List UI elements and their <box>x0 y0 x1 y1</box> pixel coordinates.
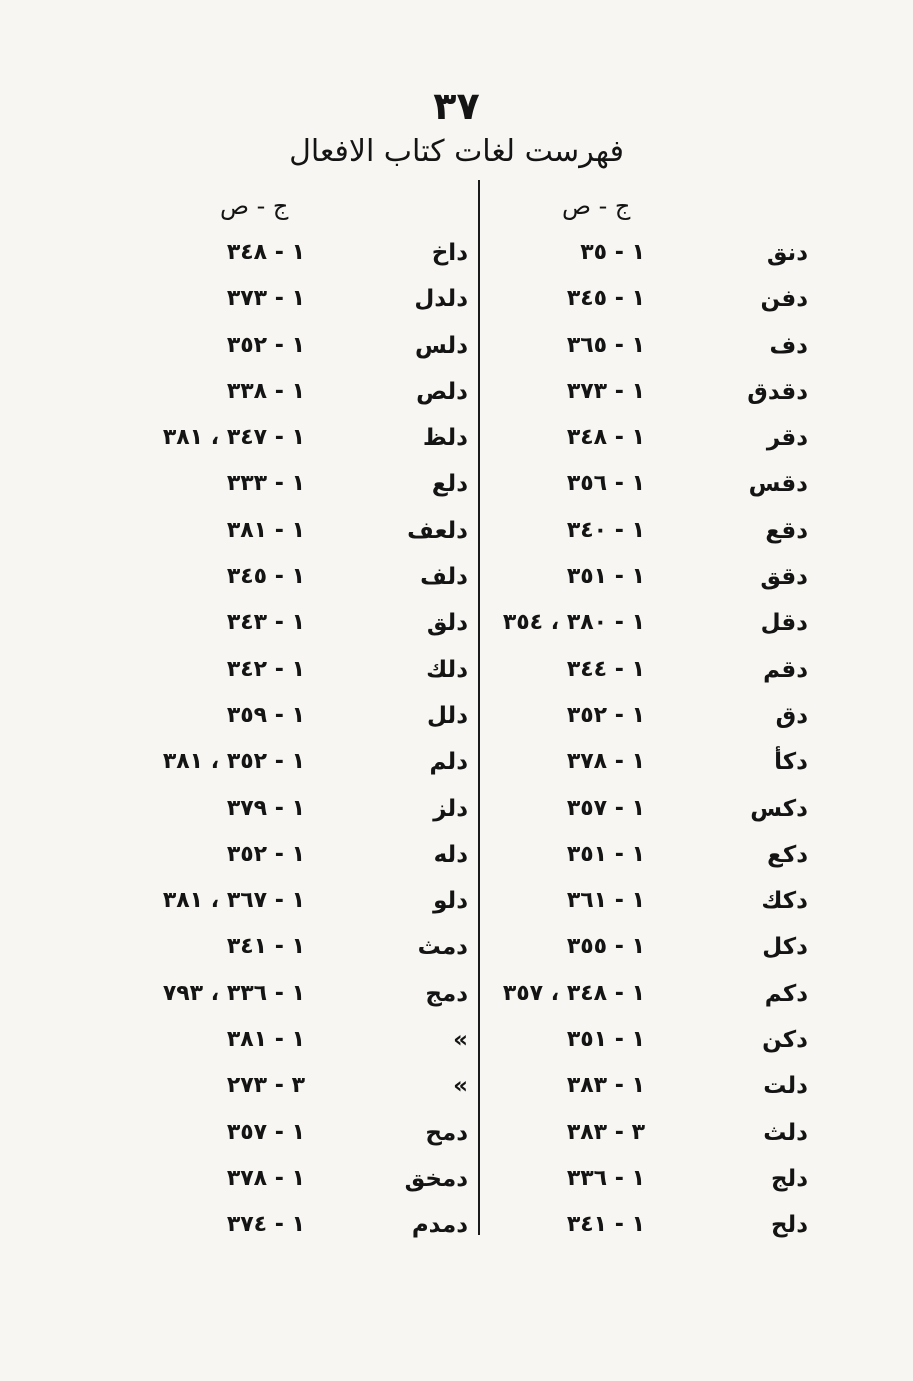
index-row <box>0 278 913 324</box>
left-ref: ١ - ٣٥٢ <box>226 841 305 867</box>
index-row <box>0 232 913 278</box>
index-row <box>0 1019 913 1065</box>
left-word: دلز <box>433 795 468 822</box>
index-row <box>0 602 913 648</box>
left-ref: ١ - ٣٤٧ ، ٣٨١ <box>162 425 305 451</box>
left-word: » <box>453 1027 468 1054</box>
column-header-right: ج - ص <box>562 192 631 220</box>
left-ref: ١ - ٣٧٤ <box>226 1212 305 1238</box>
index-row <box>0 1204 913 1250</box>
index-row <box>0 834 913 880</box>
left-ref: ١ - ٣٤٨ <box>226 240 305 265</box>
left-word: دلو <box>433 888 468 915</box>
left-ref: ١ - ٣٣٣ <box>226 471 305 497</box>
right-ref: ١ - ٣٥ <box>580 240 645 265</box>
left-ref: ١ - ٣٣٨ <box>226 378 305 404</box>
right-ref: ١ - ٣٨٠ ، ٣٥٤ <box>502 610 645 636</box>
index-row <box>0 325 913 371</box>
right-word: دكك <box>761 888 808 915</box>
right-word: دكع <box>767 841 808 868</box>
right-ref: ١ - ٣٥٢ <box>566 702 645 728</box>
left-word: دمج <box>425 980 468 1007</box>
right-word: دقع <box>765 517 808 544</box>
left-word: دمدم <box>411 1212 468 1239</box>
left-word: دلص <box>416 378 468 405</box>
index-row <box>0 510 913 556</box>
left-ref: ١ - ٣٥٢ <box>226 332 305 358</box>
right-ref: ١ - ٣٧٨ <box>566 749 645 775</box>
left-word: دله <box>433 841 468 868</box>
right-ref: ١ - ٣٤٥ <box>566 286 645 312</box>
right-ref: ١ - ٣٦٥ <box>566 332 645 358</box>
left-ref: ١ - ٣٨١ <box>226 517 305 543</box>
right-ref: ١ - ٣٤٠ <box>566 517 645 543</box>
left-ref: ١ - ٣٨١ <box>226 1027 305 1053</box>
left-word: داخ <box>431 240 468 266</box>
right-word: دكس <box>750 795 808 822</box>
index-row <box>0 371 913 417</box>
index-row <box>0 556 913 602</box>
index-row <box>0 649 913 695</box>
right-ref: ١ - ٣٥١ <box>566 841 645 867</box>
left-ref: ١ - ٣٥٩ <box>226 702 305 728</box>
right-ref: ١ - ٣٨٣ <box>566 1073 645 1099</box>
left-ref: ١ - ٣٤٥ <box>226 564 305 590</box>
right-ref: ١ - ٣٤٤ <box>566 656 645 682</box>
right-word: دقر <box>766 425 808 452</box>
right-word: دقس <box>748 471 808 498</box>
left-word: دلك <box>426 656 468 683</box>
right-ref: ١ - ٣٤١ <box>566 1212 645 1238</box>
right-word: دقدق <box>747 378 808 405</box>
left-word: دلعف <box>407 517 468 544</box>
index-row <box>0 926 913 972</box>
right-word: دقم <box>763 656 808 683</box>
right-word: دفن <box>760 286 808 313</box>
left-ref: ١ - ٣٣٦ ، ٧٩٣ <box>162 980 305 1006</box>
left-ref: ١ - ٣٤٢ <box>226 656 305 682</box>
left-ref: ١ - ٣٤٣ <box>226 610 305 636</box>
index-row <box>0 973 913 1019</box>
right-ref: ١ - ٣٥٦ <box>566 471 645 497</box>
right-word: دكأ <box>774 749 808 776</box>
right-ref: ٣ - ٣٨٣ <box>566 1119 645 1145</box>
index-table <box>0 232 913 1251</box>
right-word: دق <box>775 702 808 729</box>
right-word: دنق <box>766 240 808 266</box>
page-number: ٣٧ <box>433 84 480 128</box>
right-ref: ١ - ٣٥١ <box>566 564 645 590</box>
left-word: دمخق <box>404 1165 468 1192</box>
right-word: دلح <box>770 1212 808 1239</box>
index-row <box>0 880 913 926</box>
right-ref: ١ - ٣٥١ <box>566 1027 645 1053</box>
index-row <box>0 417 913 463</box>
left-word: دلق <box>426 610 468 637</box>
right-word: دكن <box>762 1027 808 1054</box>
right-word: دكم <box>764 980 808 1007</box>
right-ref: ١ - ٣٧٣ <box>566 378 645 404</box>
left-word: » <box>453 1073 468 1100</box>
right-word: دلث <box>763 1119 808 1146</box>
right-word: دلج <box>770 1165 808 1192</box>
left-ref: ١ - ٣٧٨ <box>226 1165 305 1191</box>
left-ref: ١ - ٣٤١ <box>226 934 305 960</box>
right-ref: ١ - ٣٤٨ ، ٣٥٧ <box>502 980 645 1006</box>
index-row <box>0 741 913 787</box>
right-word: دكل <box>762 934 808 961</box>
right-word: دف <box>769 332 808 359</box>
page-title: فهرست لغات كتاب الافعال <box>289 134 624 169</box>
left-word: دلف <box>420 564 468 591</box>
right-ref: ١ - ٣٤٨ <box>566 425 645 451</box>
left-word: دلظ <box>422 425 468 452</box>
left-word: دمث <box>417 934 468 961</box>
left-word: دمح <box>425 1119 468 1146</box>
index-row <box>0 1158 913 1204</box>
left-ref: ٣ - ٢٧٣ <box>226 1073 305 1099</box>
left-ref: ١ - ٣٥٢ ، ٣٨١ <box>162 749 305 775</box>
right-ref: ١ - ٣٥٥ <box>566 934 645 960</box>
left-ref: ١ - ٣٧٩ <box>226 795 305 821</box>
index-row <box>0 1065 913 1111</box>
right-ref: ١ - ٣٥٧ <box>566 795 645 821</box>
right-word: دقل <box>760 610 808 637</box>
index-row <box>0 695 913 741</box>
left-ref: ١ - ٣٥٧ <box>226 1119 305 1145</box>
index-row <box>0 788 913 834</box>
right-word: دقق <box>760 564 808 591</box>
left-ref: ١ - ٣٧٣ <box>226 286 305 312</box>
left-word: دلم <box>429 749 468 776</box>
column-header-left: ج - ص <box>220 192 289 220</box>
left-word: دلع <box>431 471 468 498</box>
index-row <box>0 463 913 509</box>
right-ref: ١ - ٣٦١ <box>566 888 645 914</box>
left-word: دلل <box>427 702 468 729</box>
index-row <box>0 1112 913 1158</box>
left-word: دلس <box>415 332 468 359</box>
left-word: دلدل <box>414 286 468 313</box>
right-word: دلت <box>763 1073 808 1100</box>
right-ref: ١ - ٣٣٦ <box>566 1165 645 1191</box>
left-ref: ١ - ٣٦٧ ، ٣٨١ <box>162 888 305 914</box>
